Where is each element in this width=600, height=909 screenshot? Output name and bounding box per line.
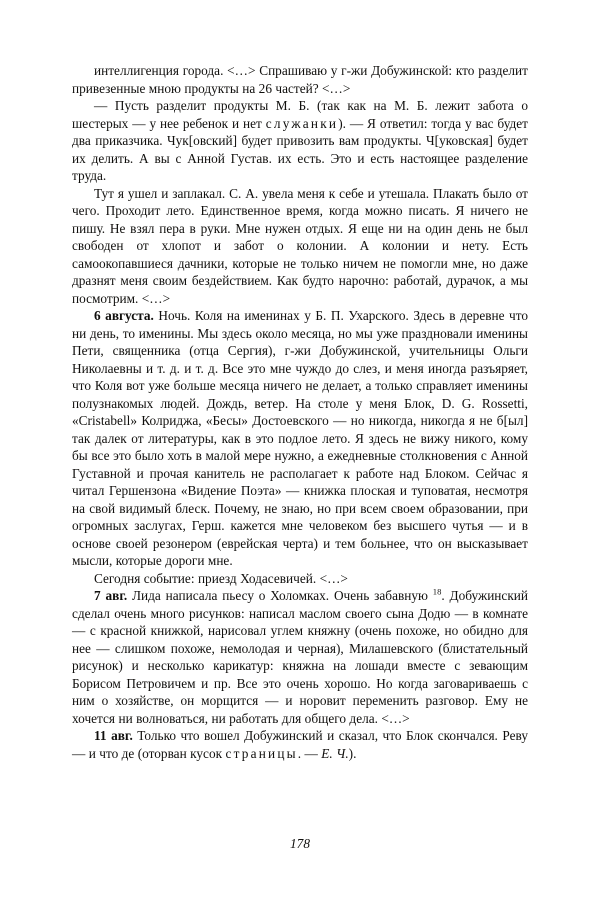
paragraph-text: Тут я ушел и заплакал. С. А. увела меня к себе и утешала. Плакать было от чего. Проходит лето. Единственное время, когда можно писать. Я ничего не пишу. Не взял пера в руки. Мне нужен отдых. Я еще ни на один день не был свободен от хлопот и забот о колонии. А колонии и нету. Есть самоокопавшиеся дачники, которые не только ничем не помогли мне, но даже дразнят меня своим бездействием. Как будто нарочно: работай, дурачок, а мы посмотрим. <…> xyxy=(72,185,528,306)
paragraph-tut-ya-ushel xyxy=(72,185,528,308)
paragraph-dialogue xyxy=(72,97,528,185)
letterspaced-emphasis-stranitsy: страницы xyxy=(225,745,298,761)
paragraph-text-tail: ). — Я ответил: тогда у вас будет два приказчика. Чук[овский] будет привозить вам продукты. Ч[уковская] будет их делить. А вы с Анной Густав. их есть. Это и есть настоящее разделение труда. xyxy=(72,115,528,183)
diary-entry-11-august xyxy=(72,727,528,762)
entry-body-text-middle: . — xyxy=(297,745,322,761)
footnote-reference-18: 18 xyxy=(432,586,442,597)
editor-initials-e-ch: Е. Ч. xyxy=(321,745,349,761)
letterspaced-emphasis-sluzhanki: служанки xyxy=(265,115,339,131)
paragraph-intelligentsia xyxy=(72,62,528,97)
paragraph-text-lead: — Пусть разделит продукты М. Б. (так как на М. Б. лежит забота о шестерых — у нее ребенок и нет xyxy=(72,98,528,131)
page-text-block xyxy=(72,62,528,762)
paragraph-text: Сегодня событие: приезд Ходасевичей. <…> xyxy=(94,570,348,586)
paragraph-text: интеллигенция города. <…> Спрашиваю у г-жи Добужинской: кто разделит привезенные мною продукты на 26 частей? <…> xyxy=(72,63,528,96)
entry-body-text-lead: Лида написала пьесу о Холомках. Очень забавную xyxy=(127,588,433,603)
date-heading-6-august: 6 августа. xyxy=(94,308,154,323)
date-heading-7-august: 7 авг. xyxy=(94,588,128,603)
diary-entry-6-august xyxy=(72,307,528,570)
entry-body-text-tail: ). xyxy=(348,745,357,761)
entry-body-text-tail: . Добужинский сделал очень много рисунков: написал маслом своего сына Додю — в комнате — с красной книжкой, нарисовал углем княжну (очень похоже, но обидно для нее — слишком похоже, немолодая и черная), Милашевского (блистательный рисунок) и несколько карикатур: княжна на лошади вместе с зевающим Борисом Петровичем и пр. Все это очень хорошо. Но когда заговариваешь с ним о хозяйстве, он морщится — и норовит переменить разговор. Ему не хочется ни волноваться, ни работать для общего дела. <…> xyxy=(72,588,529,726)
entry-body-text-lead: Только что вошел Добужинский и сказал, что Блок скончался. Реву — и что де (оторван кусок xyxy=(72,728,528,761)
paragraph-segodnya-sobytie xyxy=(72,570,528,588)
date-heading-11-august: 11 авг. xyxy=(94,728,133,743)
diary-entry-7-august xyxy=(72,587,528,727)
page-number: 178 xyxy=(290,836,310,851)
entry-body-text: Ночь. Коля на именинах у Б. П. Ухарского. Здесь в деревне что ни день, то именины. Мы здесь около месяца, но мы уже праздновали именины Пети, священника (отца Сергия), г-жи Добужинской, учительницы Ольги Николаевны и т. д. и т. д. Все это мне чуждо до слез, и меня иногда разъяряет, что Коля вот уже больше месяца ничего не делает, а только справляет именины полузнакомых людей. Дождь, ветер. На столе у меня Блок, D. G. Rossetti, «Cristabell» Колриджа, «Бесы» Достоевского — но никогда, никогда я не б[ыл] так далек от литературы, как в это подлое лето. Я здесь не вижу никого, кому бы все это было хоть в малой мере нужно, а ежедневные столкновения с Анной Густавной и прочая канитель не располагает к работе над Блоком. Сейчас я читал Гершензона «Видение Поэта» — книжка плоская и туповатая, несмотря на свой видимый блеск. Почему, не знаю, но при всем своем образовании, при огромных заслугах, Герш. кажется мне человеком без высшего чутья — и в основе своей резонером (еврейская черта) и тем больнее, что он высказывает мысли, которые дороги мне. xyxy=(72,308,529,568)
